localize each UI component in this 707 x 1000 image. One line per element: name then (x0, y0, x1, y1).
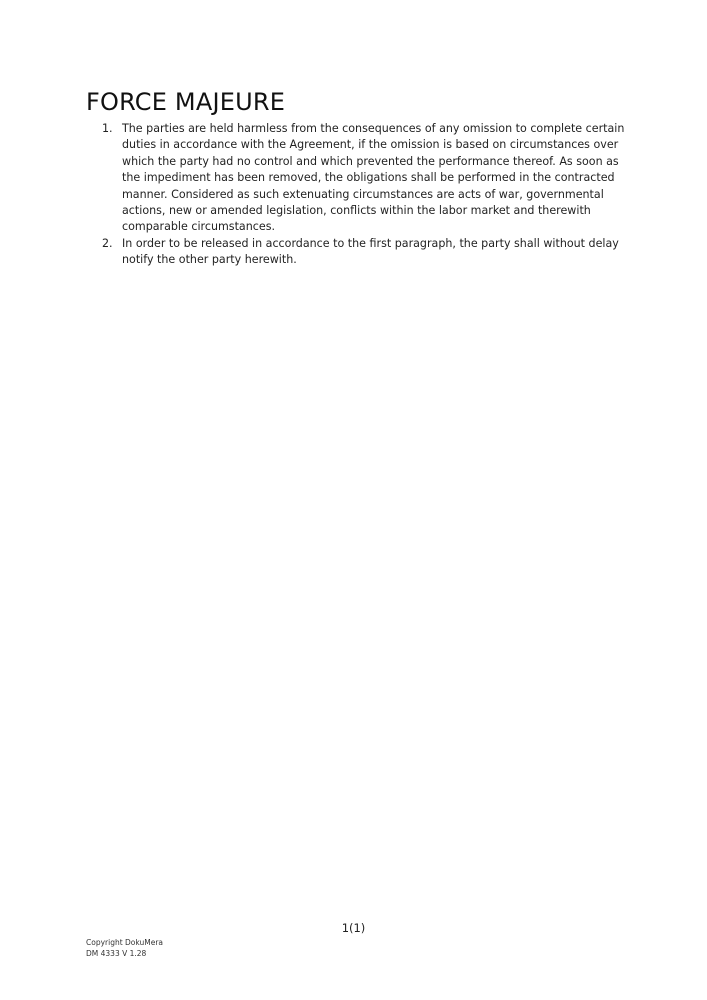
document-title: FORCE MAJEURE (86, 88, 286, 116)
clause-list (86, 121, 626, 269)
clause-item (86, 236, 626, 269)
clause-text: In order to be released in accordance to the first paragraph, the party shall without delay notify the other party herewith. (122, 236, 619, 267)
footer-doc-id: DM 4333 V 1.28 (86, 949, 147, 958)
clause-text: The parties are held harmless from the consequences of any omission to complete certain duties in accordance with the Agreement, if the omission is based on circumstances over which the party had no control and which prevented the performance thereof. As soon as the impediment has been removed, the obligations shall be performed in the contracted manner. Considered as such extenuating circumstances are acts of war, governmental actions, new or amended legislation, conflicts within the labor market and therewith comparable circumstances. (122, 122, 625, 234)
footer-copyright: Copyright DokuMera (86, 938, 164, 947)
page-number: 1(1) (341, 921, 366, 935)
clause-item (86, 121, 626, 236)
clause-number: 2. (102, 236, 113, 250)
footer (86, 937, 163, 959)
clause-number: 1. (102, 122, 113, 135)
